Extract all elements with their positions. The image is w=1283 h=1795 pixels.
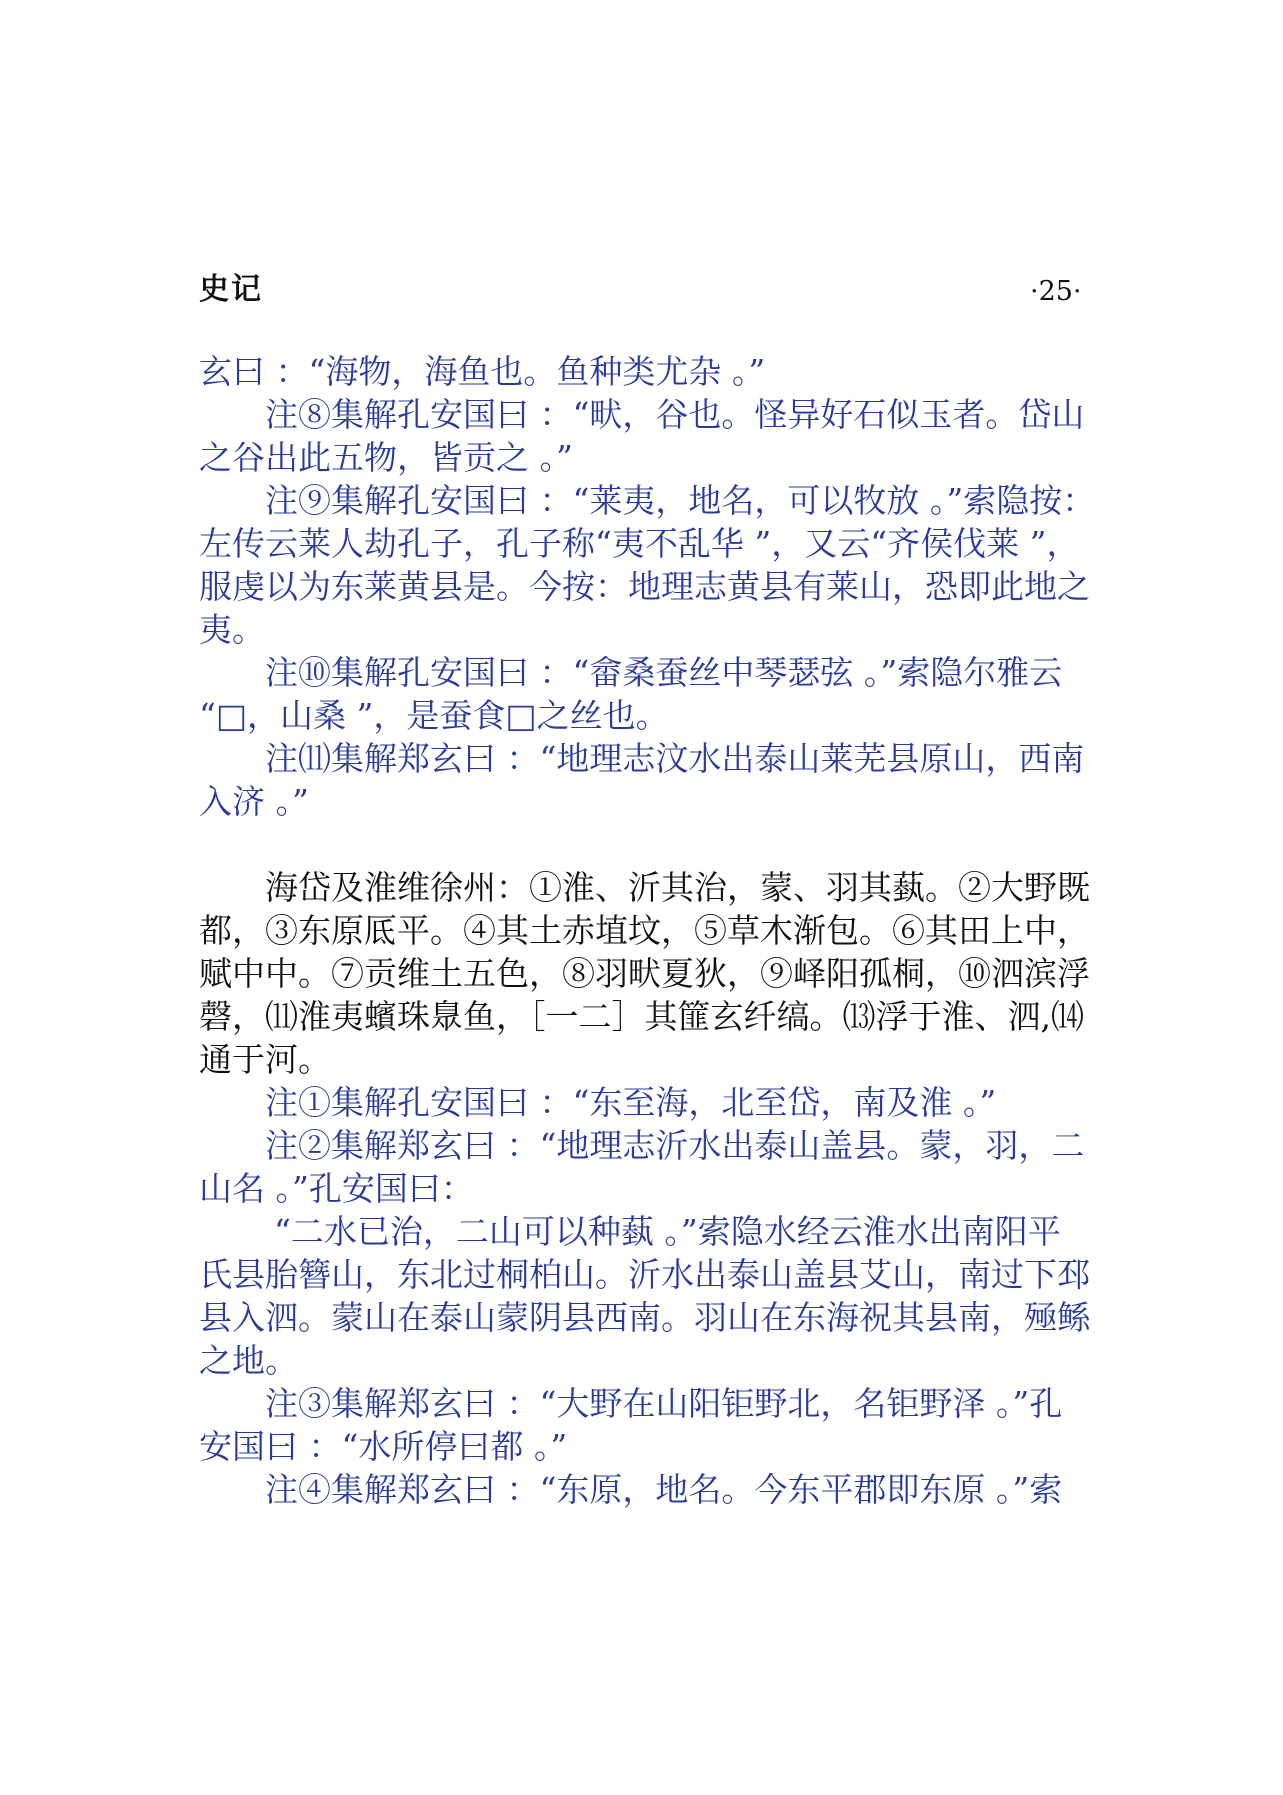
annotation-line: 注⑧集解孔安国曰 ：“畎，谷也。怪异好石似玉者。岱山 <box>265 395 1085 434</box>
annotation-line: 山名 。”孔安国曰： <box>199 1169 474 1208</box>
annotation-line: 注③集解郑玄曰 ：“大野在山阳钜野北，名钜野泽 。”孔 <box>265 1384 1063 1423</box>
annotation-line: 玄曰 ：“海物，海鱼也。鱼种类尤杂 。” <box>199 352 766 391</box>
main-text-line: 赋中中。⑦贡维土五色，⑧羽畎夏狄，⑨峄阳孤桐，⑩泗滨浮 <box>199 954 1090 993</box>
annotation-line: 注④集解郑玄曰 ：“东原，地名。今东平郡即东原 。”索 <box>265 1470 1063 1509</box>
paragraph-gap <box>199 823 1111 866</box>
page-number: ·25· <box>1030 276 1082 307</box>
annotation-line: 左传云莱人劫孔子，孔子称“夷不乱华 ”，又云“齐侯伐莱 ”， <box>199 524 1080 563</box>
annotation-line: “□，山桑 ”，是蚕食□之丝也。 <box>199 696 669 735</box>
main-text-line: 都，③东原厎平。④其土赤埴坟，⑤草木渐包。⑥其田上中， <box>199 911 1090 950</box>
annotation-line: 注⑩集解孔安国曰 ：“畲桑蚕丝中琴瑟弦 。”索隐尔雅云 <box>265 653 1063 692</box>
annotation-line: 夷。 <box>199 610 265 649</box>
annotation-line: 之地。 <box>199 1341 298 1380</box>
annotation-line: 注②集解郑玄曰 ：“地理志沂水出泰山盖县。蒙，羽，二 <box>265 1126 1085 1165</box>
running-header-title: 史记 <box>199 272 263 307</box>
page-body <box>199 350 1111 1511</box>
annotation-line: 县入泗。蒙山在泰山蒙阴县西南。羽山在东海祝其县南，殛鲧 <box>199 1298 1090 1337</box>
annotation-line: 之谷出此五物，皆贡之 。” <box>199 438 573 477</box>
annotation-line: 注⑾集解郑玄曰 ：“地理志汶水出泰山莱芜县原山，西南 <box>265 739 1085 778</box>
annotation-line: 氏县胎簪山，东北过桐柏山。沂水出泰山盖县艾山，南过下邳 <box>199 1255 1090 1294</box>
annotation-line: “二水已治，二山可以种蓺 。”索隐水经云淮水出南阳平 <box>274 1212 1061 1251</box>
annotation-line: 注⑨集解孔安国曰 ：“莱夷，地名，可以牧放 。”索隐按： <box>265 481 1096 520</box>
main-text-line: 磬，⑾淮夷蠙珠臮鱼，［一二］其篚玄纤缟。⒀浮于淮、泗,⒁ <box>199 997 1084 1036</box>
main-text-line: 海岱及淮维徐州：①淮、沂其治，蒙、羽其蓺。②大野既 <box>265 868 1090 907</box>
annotation-line: 注①集解孔安国曰 ：“东至海，北至岱，南及淮 。” <box>265 1083 997 1122</box>
annotation-line: 安国曰 ：“水所停曰都 。” <box>199 1427 568 1466</box>
annotation-line: 服虔以为东莱黄县是。今按：地理志黄县有莱山，恐即此地之 <box>199 567 1090 606</box>
main-text-line: 通于河。 <box>199 1040 331 1079</box>
annotation-line: 入济 。” <box>199 782 309 821</box>
